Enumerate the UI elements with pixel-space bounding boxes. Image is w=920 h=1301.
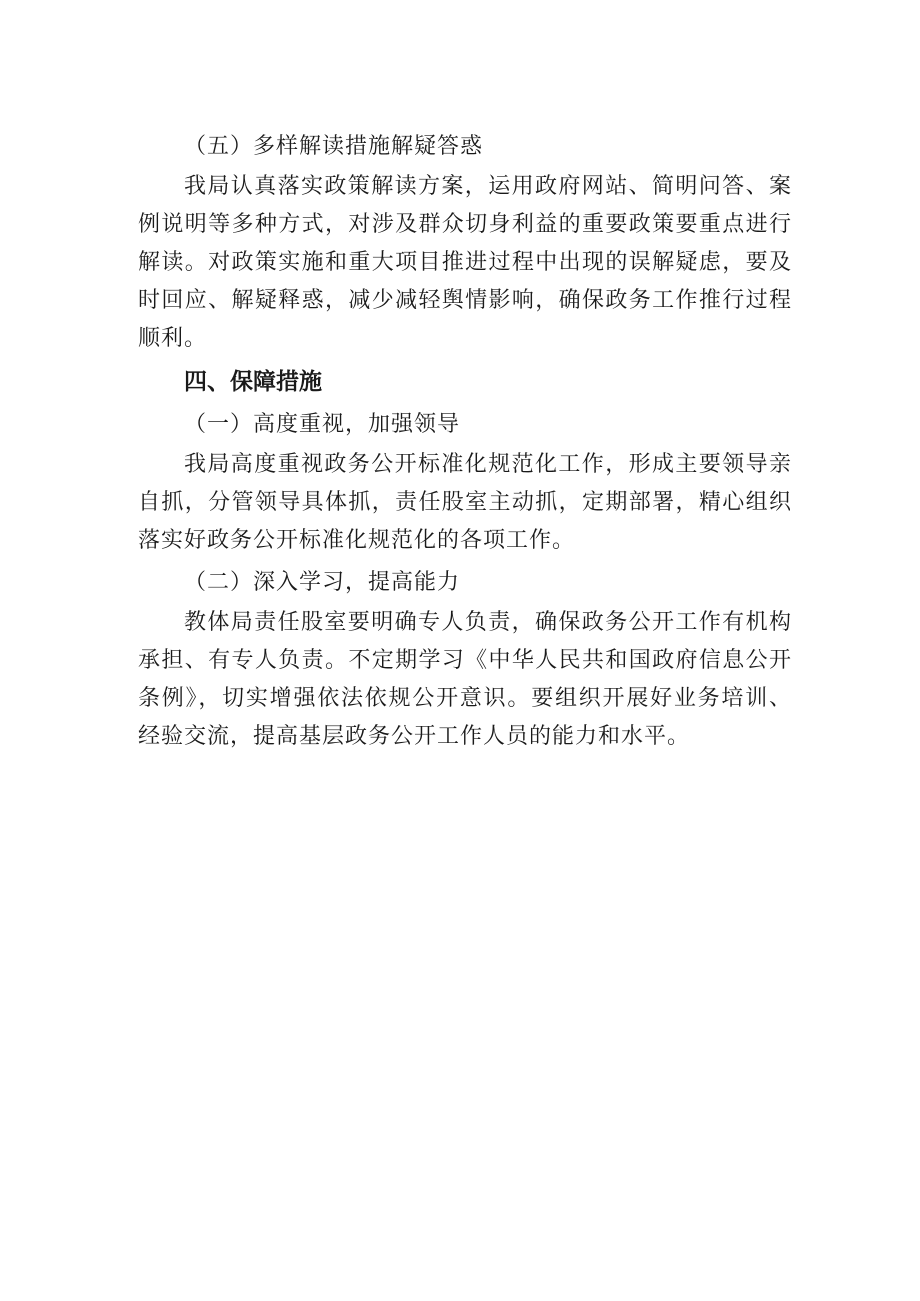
subsection-heading-5: （五）多样解读措施解疑答惑 bbox=[184, 134, 484, 159]
paragraph-line: 时回应、解疑释惑，减少减轻舆情影响，确保政务工作推行过程 bbox=[138, 288, 792, 313]
paragraph-line: 自抓，分管领导具体抓，责任股室主动抓，定期部署，精心组织 bbox=[138, 490, 792, 515]
paragraph-line: 我局认真落实政策解读方案，运用政府网站、简明问答、案 bbox=[184, 174, 792, 199]
paragraph-line: 承担、有专人负责。不定期学习《中华人民共和国政府信息公开 bbox=[138, 648, 792, 673]
paragraph-leadership bbox=[138, 446, 792, 560]
paragraph-line: 经验交流，提高基层政务公开工作人员的能力和水平。 bbox=[138, 724, 691, 749]
paragraph-line: 我局高度重视政务公开标准化规范化工作，形成主要领导亲 bbox=[184, 452, 792, 477]
paragraph-policy-interpretation bbox=[138, 168, 792, 358]
paragraph-line: 教体局责任股室要明确专人负责，确保政务公开工作有机构 bbox=[184, 610, 792, 635]
subsection-heading-2: （二）深入学习，提高能力 bbox=[184, 570, 461, 595]
paragraph-line: 解读。对政策实施和重大项目推进过程中出现的误解疑虑，要及 bbox=[138, 250, 792, 275]
paragraph-line: 例说明等多种方式，对涉及群众切身利益的重要政策要重点进行 bbox=[138, 212, 792, 237]
section-heading-4: 四、保障措施 bbox=[184, 369, 322, 395]
subsection-heading-1: （一）高度重视，加强领导 bbox=[184, 412, 461, 437]
paragraph-learning bbox=[138, 604, 792, 756]
paragraph-line: 顺利。 bbox=[138, 326, 208, 351]
paragraph-line: 条例》，切实增强依法依规公开意识。要组织开展好业务培训、 bbox=[138, 686, 792, 711]
paragraph-line: 落实好政务公开标准化规范化的各项工作。 bbox=[138, 528, 576, 553]
document-page bbox=[138, 124, 792, 756]
